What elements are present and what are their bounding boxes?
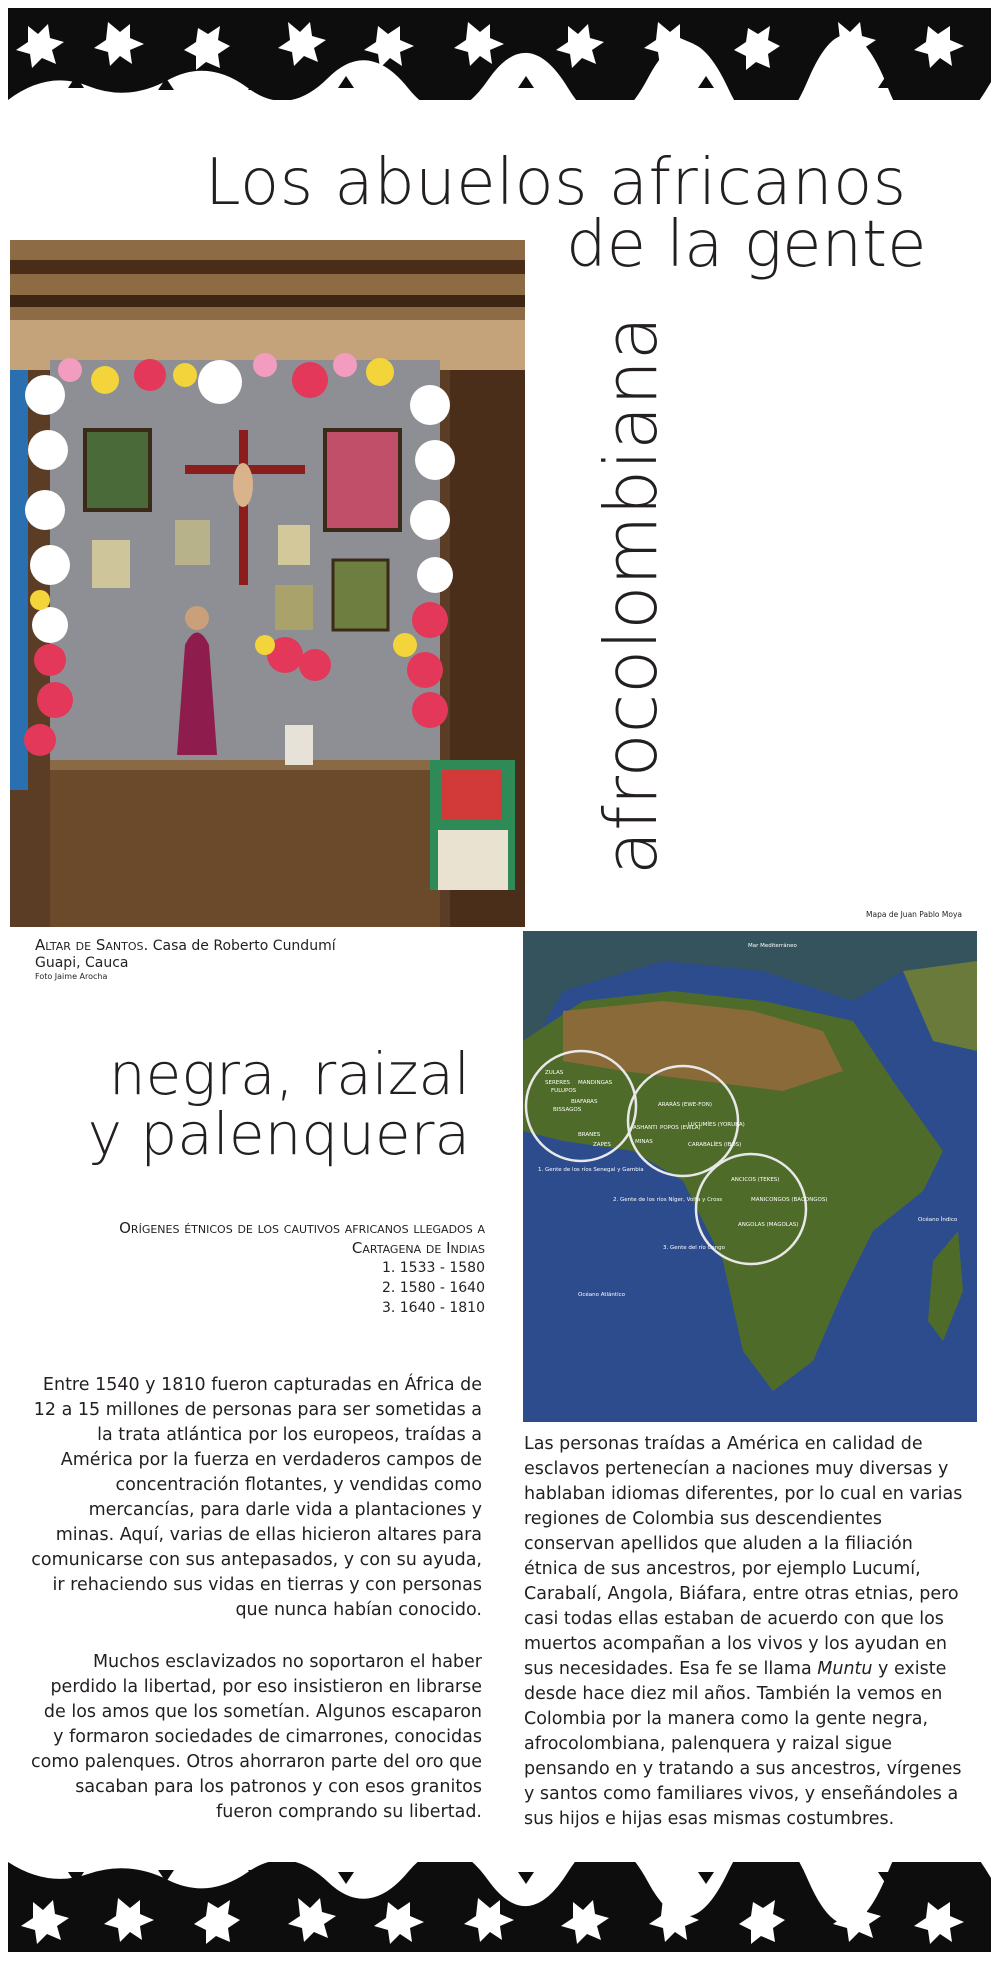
region-1-label: 1. Gente de los ríos Senegal y Gambia [538,1167,644,1173]
region-2-label: 2. Gente de los ríos Níger, Volta y Cross [613,1197,723,1203]
people-mandingas: MANDINGAS [578,1080,613,1086]
decorative-pattern-band-top [8,8,991,100]
period-1: 1. 1533 - 1580 [381,1260,485,1276]
people-zapes: ZAPES [593,1142,611,1148]
label-mediterranean: Mar Mediterráneo [748,943,797,949]
people-ashanti: ASHANTI [633,1125,658,1131]
caption-place: Casa de Roberto Cundumí [152,938,336,954]
people-sereres: SERERES [545,1080,571,1086]
people-bissagos: BISSAGOS [553,1107,582,1113]
people-popos: POPOS (EWLA) [660,1125,701,1131]
people-angolas: ANGOLAS (MAGOLAS) [738,1222,799,1228]
period-2: 2. 1580 - 1640 [381,1280,485,1296]
label-indian-ocean: Océano Índico [918,1217,958,1223]
people-ancicos: ANCICOS (TEKES) [731,1177,780,1183]
people-branes: BRANES [578,1132,601,1138]
people-araras: ARARÁS (EWE-FON) [658,1102,712,1108]
origins-legend [60,1218,485,1318]
period-3: 3. 1640 - 1810 [381,1300,485,1316]
title-vertical: afrocolombiana [589,316,673,875]
subtitle [60,1040,470,1168]
origins-heading-2: Cartagena de Indias [351,1239,485,1257]
altar-photo [10,240,525,927]
map-credit: Mapa de Juan Pablo Moya [866,910,962,919]
origins-heading-1: Orígenes étnicos de los cautivos africanos llegados a [119,1219,485,1237]
caption-credit: Foto Jaime Arocha [35,972,108,981]
left-paragraph-2: Muchos esclavizados no soportaron el haber perdido la libertad, por eso insistieron en librarse de los amos que los sometían. Algunos escaparon y formaron sociedades de cimarrones, conocidas como palenques. Otros ahorraron parte del oro que sacaban para los patronos y con esos granitos fueron comprando su libertad. [30,1652,482,1822]
region-3-label: 3. Gente del río Congo [663,1245,726,1251]
people-biafaras: BIAFARAS [571,1099,598,1105]
caption-location: Guapi, Cauca [35,955,129,971]
left-paragraph-1: Entre 1540 y 1810 fueron capturadas en África de 12 a 15 millones de personas para ser sometidas a la trata atlántica por los europeos, traídas a América por la fuerza en verdaderos campos de concentración flotantes, y vendidas como mercancías, para darle vida a plantaciones y minas. Aquí, varias de ellas hicieron altares para comunicarse con sus antepasados, y con su ayuda, ir rehaciendo sus vidas en tierras y con personas que nunca habían conocido. [31,1375,482,1620]
people-fulupos: FULUPOS [551,1088,577,1094]
right-paragraph-part-2: y existe desde hace diez mil años. También la vemos en Colombia por la manera como la gente negra, afrocolombiana, palenquera y raizal sigue pensando en y tratando a sus ancestros, vírgenes y santos como familiares vivos, y enseñándoles a sus hijos e hijas esas mismas costumbres. [524,1659,962,1829]
people-minas: MINAS [635,1139,653,1145]
label-atlantic-ocean: Océano Atlántico [578,1292,625,1298]
muntu-term: Muntu [817,1659,873,1679]
people-zulas: ZULAS [545,1070,564,1076]
africa-map [523,931,977,1422]
right-paragraph [524,1432,964,1832]
title-line-2: de la gente [566,208,927,282]
photo-caption [35,937,336,982]
people-manicongos: MANICONGOS (BACONGOS) [751,1197,828,1203]
subtitle-line-1: negra, raizal [108,1040,470,1108]
people-lucumies: LUCUMÍES (YORUBA) [688,1122,745,1128]
caption-title: Altar de Santos. [35,936,149,954]
decorative-pattern-band-bottom [8,1862,991,1952]
subtitle-line-2: y palenquera [87,1100,470,1168]
title-line-1: Los abuelos africanos [205,146,907,220]
people-carabalies: CARABALÍES (IBOS) [688,1142,742,1148]
right-paragraph-part-1: Las personas traídas a América en calidad de esclavos pertenecían a naciones muy diversas y hablaban idiomas diferentes, por lo cual en varias regiones de Colombia sus descendientes conservan apellidos que aluden a la filiación étnica de sus ancestros, por ejemplo Lucumí, Carabalí, Angola, Biáfara, entre otras etnias, pero casi todas ellas estaban de acuerdo con que los muertos acompañan a los vivos y los ayudan en sus necesidades. Esa fe se llama [524,1434,963,1679]
